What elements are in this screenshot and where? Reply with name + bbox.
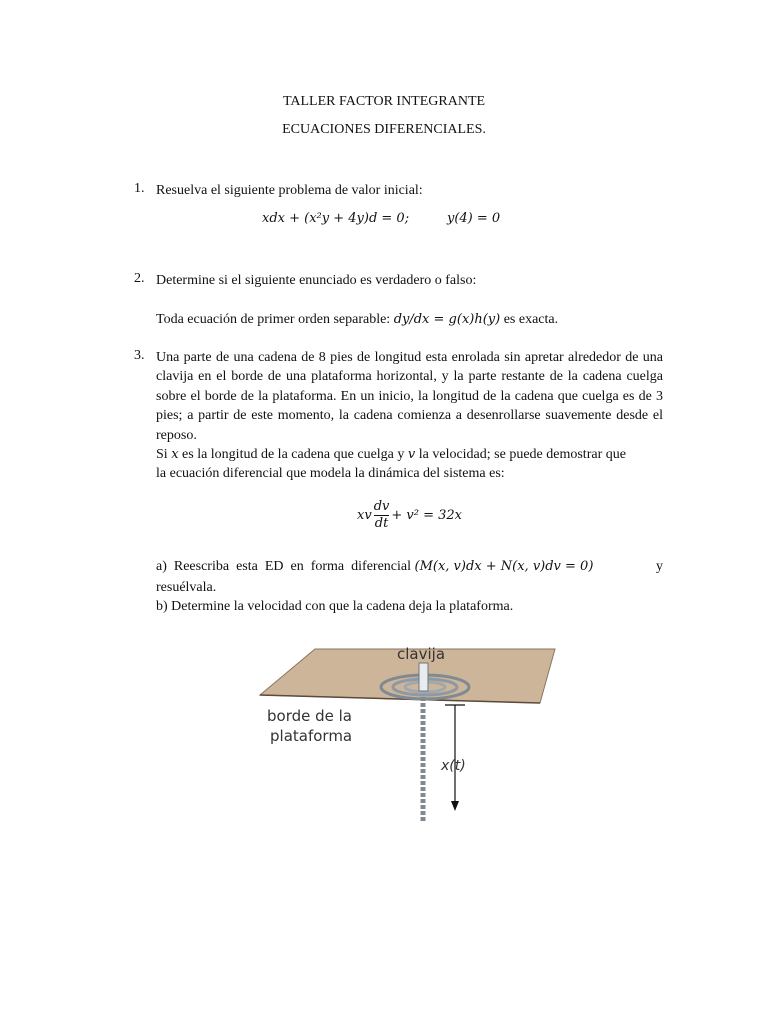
problem-3-model-intro: la ecuación diferencial que modela la dinámica del sistema es: xyxy=(156,466,505,481)
statement-pre: Toda ecuación de primer orden separable: xyxy=(156,312,391,327)
page-title: TALLER FACTOR INTEGRANTE xyxy=(282,94,486,109)
page-subtitle: ECUACIONES DIFERENCIALES. xyxy=(282,122,486,137)
problem-2-statement xyxy=(156,310,663,329)
problem-2-number: 2. xyxy=(134,271,145,286)
chain-platform-figure xyxy=(255,635,565,830)
def-var-v: v xyxy=(407,447,416,462)
problem-1-initial-condition: y(4) = 0 xyxy=(447,211,501,226)
def-text-a: Si xyxy=(156,447,168,462)
part-a-post: y xyxy=(656,559,663,574)
problem-3-definition xyxy=(156,445,663,464)
problem-3-part-b: b) Determine la velocidad con que la cadena deja la plataforma. xyxy=(156,599,514,614)
eq-denominator: dt xyxy=(374,516,389,531)
problem-3-equation xyxy=(156,499,663,532)
problem-3-part-a xyxy=(156,559,663,575)
label-edge-line2: plataforma xyxy=(270,727,353,745)
eq-rhs: + v² = 32x xyxy=(391,508,462,523)
label-peg: clavija xyxy=(397,645,446,663)
problem-1-equation: xdx + (x²y + 4y)d = 0; xyxy=(262,211,410,226)
problem-3-number: 3. xyxy=(134,348,145,363)
def-text-b: es la longitud de la cadena que cuelga y xyxy=(182,447,405,462)
peg-icon xyxy=(419,663,428,691)
problem-2-text: Determine si el siguiente enunciado es verdadero o falso: xyxy=(156,273,477,288)
problem-3-part-a-line2: resuélvala. xyxy=(156,580,217,595)
part-a-equation: (M(x, v)dx + N(x, v)dv = 0) xyxy=(414,559,594,574)
measure-arrowhead xyxy=(451,801,459,811)
label-length: x(t) xyxy=(441,758,466,774)
eq-lhs: xv xyxy=(357,508,372,523)
part-a-pre: a) Reescriba esta ED en forma diferencial xyxy=(156,559,411,574)
statement-equation: dy/dx = g(x)h(y) xyxy=(393,312,501,327)
eq-fraction xyxy=(374,499,390,532)
eq-numerator: dv xyxy=(373,499,390,514)
statement-post: es exacta. xyxy=(503,312,559,327)
label-edge-line1: borde de la xyxy=(267,707,352,725)
problem-3-text: Una parte de una cadena de 8 pies de longitud esta enrolada sin apretar alrededor de una clavija en el borde de una plataforma horizontal, y la parte restante de la cadena cuelga sobre el borde de la plataforma. En un inicio, la longitud de la cadena que cuelga es de 3 pies; a partir de este momento, la cadena comienza a desenrollarse suavemente desde el reposo. xyxy=(156,350,663,443)
def-var-x: x xyxy=(171,447,179,462)
def-text-c: la velocidad; se puede demostrar que xyxy=(418,447,626,462)
problem-1-text: Resuelva el siguiente problema de valor inicial: xyxy=(156,183,423,198)
problem-1-number: 1. xyxy=(134,181,145,196)
